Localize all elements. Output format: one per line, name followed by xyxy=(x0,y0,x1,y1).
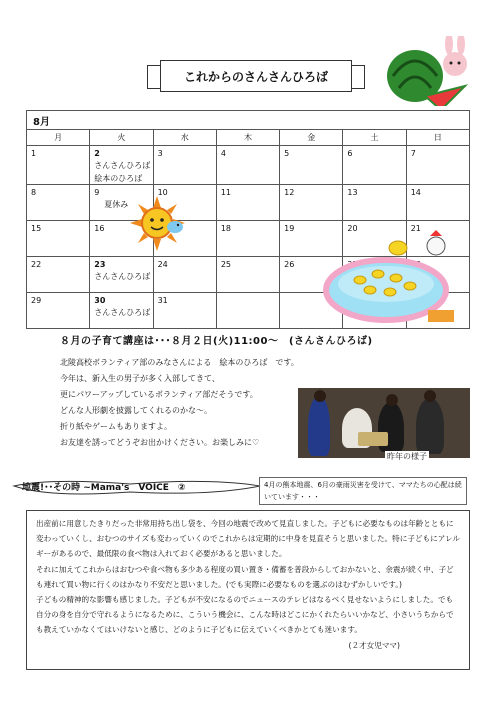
chick-icon xyxy=(389,241,407,255)
calendar-day: 15 xyxy=(27,221,90,257)
calendar-day: 10 xyxy=(153,185,216,221)
calendar-event: 夏休み xyxy=(104,200,129,209)
weekday-header: 日 xyxy=(406,130,469,146)
weekday-header: 月 xyxy=(27,130,90,146)
calendar-week xyxy=(27,185,470,221)
calendar-day: 6 xyxy=(343,146,406,185)
weekday-header: 土 xyxy=(343,130,406,146)
voice-paragraph: 出産前に用意したきりだった非常用持ち出し袋を、今回の地震で改めて見直しました。子どもに必要なものは年齢とともに変わっていくし、おむつのサイズも変わっていくのでこれからは定期的に中身を見直そうと思いました。特に子どもにアレルギーがあるので、最低限の食べ物は入れておく必要があると思いました。 xyxy=(36,519,460,559)
watermelon-rabbit-illustration xyxy=(385,36,475,106)
calendar-day: 1 xyxy=(27,146,90,185)
voice-signature: (２才女児ママ) xyxy=(348,640,400,650)
weekday-header: 水 xyxy=(153,130,216,146)
pool-illustration xyxy=(318,222,468,330)
chicken-icon xyxy=(427,237,445,255)
calendar-day: 13 xyxy=(343,185,406,221)
photo-caption: 昨年の様子 xyxy=(387,452,427,461)
calendar-day: 2 さんさんひろば 絵本のひろば xyxy=(90,146,153,185)
lecture-line: どんな人形劇を披露してくれるのかな～。 xyxy=(60,406,212,415)
bird-icon xyxy=(166,218,184,234)
calendar-day: 12 xyxy=(280,185,343,221)
calendar-day: 21 xyxy=(406,221,469,257)
calendar-event: さんさんひろば xyxy=(94,161,151,170)
voice-paragraph: 子どもの精神的な影響も感じました。子どもが不安になるのでニュースのテレビはなるべく見せないようにしました。でも自分の身を自分で守れるようになるために、こういう機会に、こんな時はどこにかくれたらいいかなど、小さいうちからでも教えていかなくてはいけないと感じ、どのように子どもに伝えていくべきかとても迷います。 xyxy=(36,595,454,635)
calendar-day: 29 xyxy=(27,293,90,329)
page-title: これからのさんさんひろば xyxy=(183,69,328,84)
calendar-day: 26 xyxy=(280,257,343,293)
calendar-day: 24 xyxy=(153,257,216,293)
calendar-day: 9 夏休み xyxy=(90,185,153,221)
mama-voice-box xyxy=(26,510,470,670)
weekday-header: 金 xyxy=(280,130,343,146)
lecture-line: 折り紙やゲームもありますよ。 xyxy=(60,422,172,431)
voice-note: 4月の熊本地震、6月の豪雨災害を受けて、ママたちの心配は続いています・・・ xyxy=(259,477,467,505)
page-banner xyxy=(160,60,352,92)
calendar-day: 8 xyxy=(27,185,90,221)
calendar-day: 22 xyxy=(27,257,90,293)
calendar-day: 11 xyxy=(216,185,279,221)
calendar-month: 8月 xyxy=(27,111,470,130)
weekday-header: 木 xyxy=(216,130,279,146)
calendar-day: 14 xyxy=(406,185,469,221)
voice-paragraph: それに加えてこれからはおむつや食べ物も多少ある程度の買い置き・備蓄を普段からしておかないと、余震が続く中、子ども連れて買い物に行くのはかなり不安だと思いました。(でも実際に必要なものを選ぶのはむずかしいです。) xyxy=(36,564,454,589)
weekday-header: 火 xyxy=(90,130,153,146)
calendar-day: 4 xyxy=(216,146,279,185)
lecture-description xyxy=(60,355,299,451)
calendar-day: 31 xyxy=(153,293,216,329)
calendar-day: 19 xyxy=(280,221,343,257)
calendar-day: 16 xyxy=(90,221,153,257)
calendar-week xyxy=(27,146,470,185)
lecture-line: 北陵高校ボランティア部のみなさんによる 絵本のひろば です。 xyxy=(60,358,299,367)
calendar-day: 25 xyxy=(216,257,279,293)
calendar-event: さんさんひろば xyxy=(94,308,151,317)
lecture-line: 更にパワーアップしているボランティア部だそうです。 xyxy=(60,390,258,399)
calendar-day: 7 xyxy=(406,146,469,185)
calendar-day: 20 xyxy=(343,221,406,257)
calendar-event: 絵本のひろば xyxy=(94,174,143,183)
calendar-day: 30 さんさんひろば xyxy=(90,293,153,329)
calendar-event: さんさんひろば xyxy=(94,272,151,281)
calendar-day: 23 さんさんひろば xyxy=(90,257,153,293)
bucket-icon xyxy=(428,310,454,322)
calendar-day xyxy=(216,293,279,329)
voice-heading: 地震!･･その時 ~Mama's VOICE ② xyxy=(22,483,186,493)
rabbit-icon xyxy=(443,52,467,76)
lecture-line: お友達を誘ってどうぞお出かけください。お楽しみに♡ xyxy=(60,438,260,447)
lecture-heading: ８月の子育て講座は･･･８月２日(火)11:00～ (さんさんひろば) xyxy=(60,336,373,347)
last-year-photo xyxy=(298,388,470,458)
calendar-day: 3 xyxy=(153,146,216,185)
calendar-day: 18 xyxy=(216,221,279,257)
calendar-day: 5 xyxy=(280,146,343,185)
lecture-line: 今年は、新入生の男子が多く入部してきて、 xyxy=(60,374,220,383)
